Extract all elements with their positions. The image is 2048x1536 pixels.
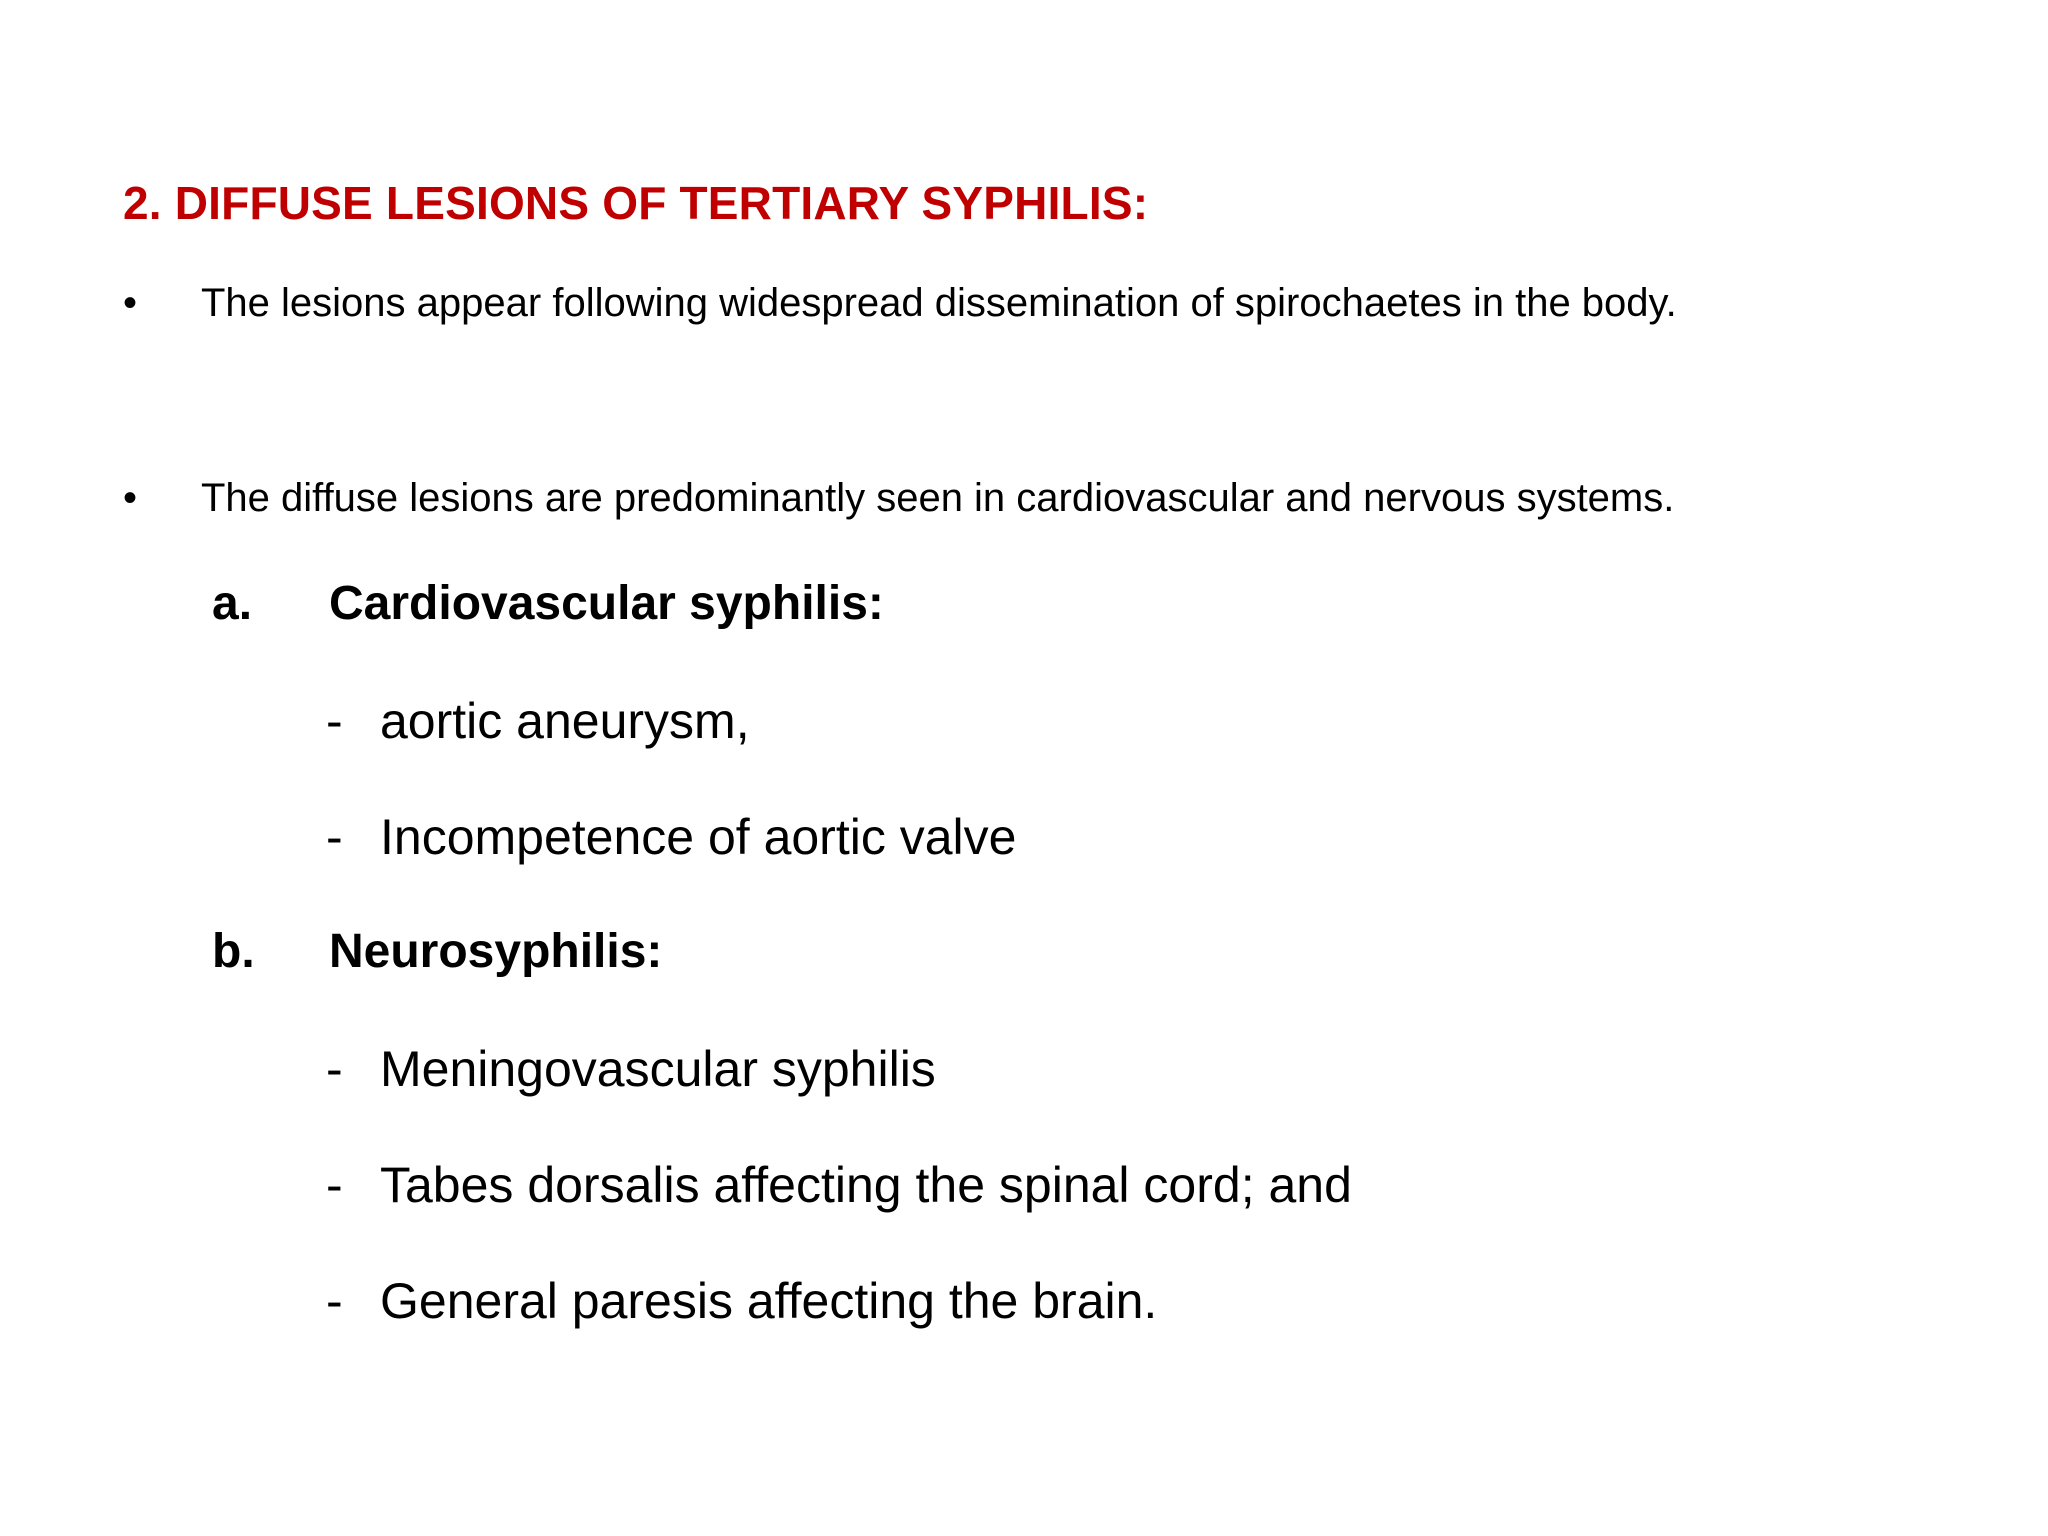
section-heading-neurosyphilis [212,924,662,979]
list-item [326,1156,1352,1214]
section-letter: b. [212,925,255,978]
dash-marker: - [326,1157,343,1213]
list-item-text: Incompetence of aortic valve [380,809,1017,865]
list-item [326,1272,1157,1330]
list-item-text: Meningovascular syphilis [380,1041,936,1097]
bullet-icon: • [123,476,138,520]
list-item-text: aortic aneurysm, [380,693,750,749]
list-item [326,692,750,750]
section-title: Neurosyphilis: [329,925,663,978]
list-item [326,1040,936,1098]
bullet-icon: • [123,281,138,325]
bullet-text: The lesions appear following widespread dissemination of spirochaetes in the body. [201,281,1677,325]
section-letter: a. [212,577,253,630]
section-title: Cardiovascular syphilis: [329,577,884,630]
slide-title: 2. DIFFUSE LESIONS OF TERTIARY SYPHILIS: [123,177,1149,229]
list-item-text: Tabes dorsalis affecting the spinal cord; and [380,1157,1352,1213]
dash-marker: - [326,1273,343,1329]
bullet-text: The diffuse lesions are predominantly seen in cardiovascular and nervous systems. [201,476,1675,520]
section-heading-cardiovascular [212,576,884,631]
dash-marker: - [326,1041,343,1097]
dash-marker: - [326,693,343,749]
dash-marker: - [326,809,343,865]
list-item-text: General paresis affecting the brain. [380,1273,1158,1329]
list-item [326,808,1016,866]
